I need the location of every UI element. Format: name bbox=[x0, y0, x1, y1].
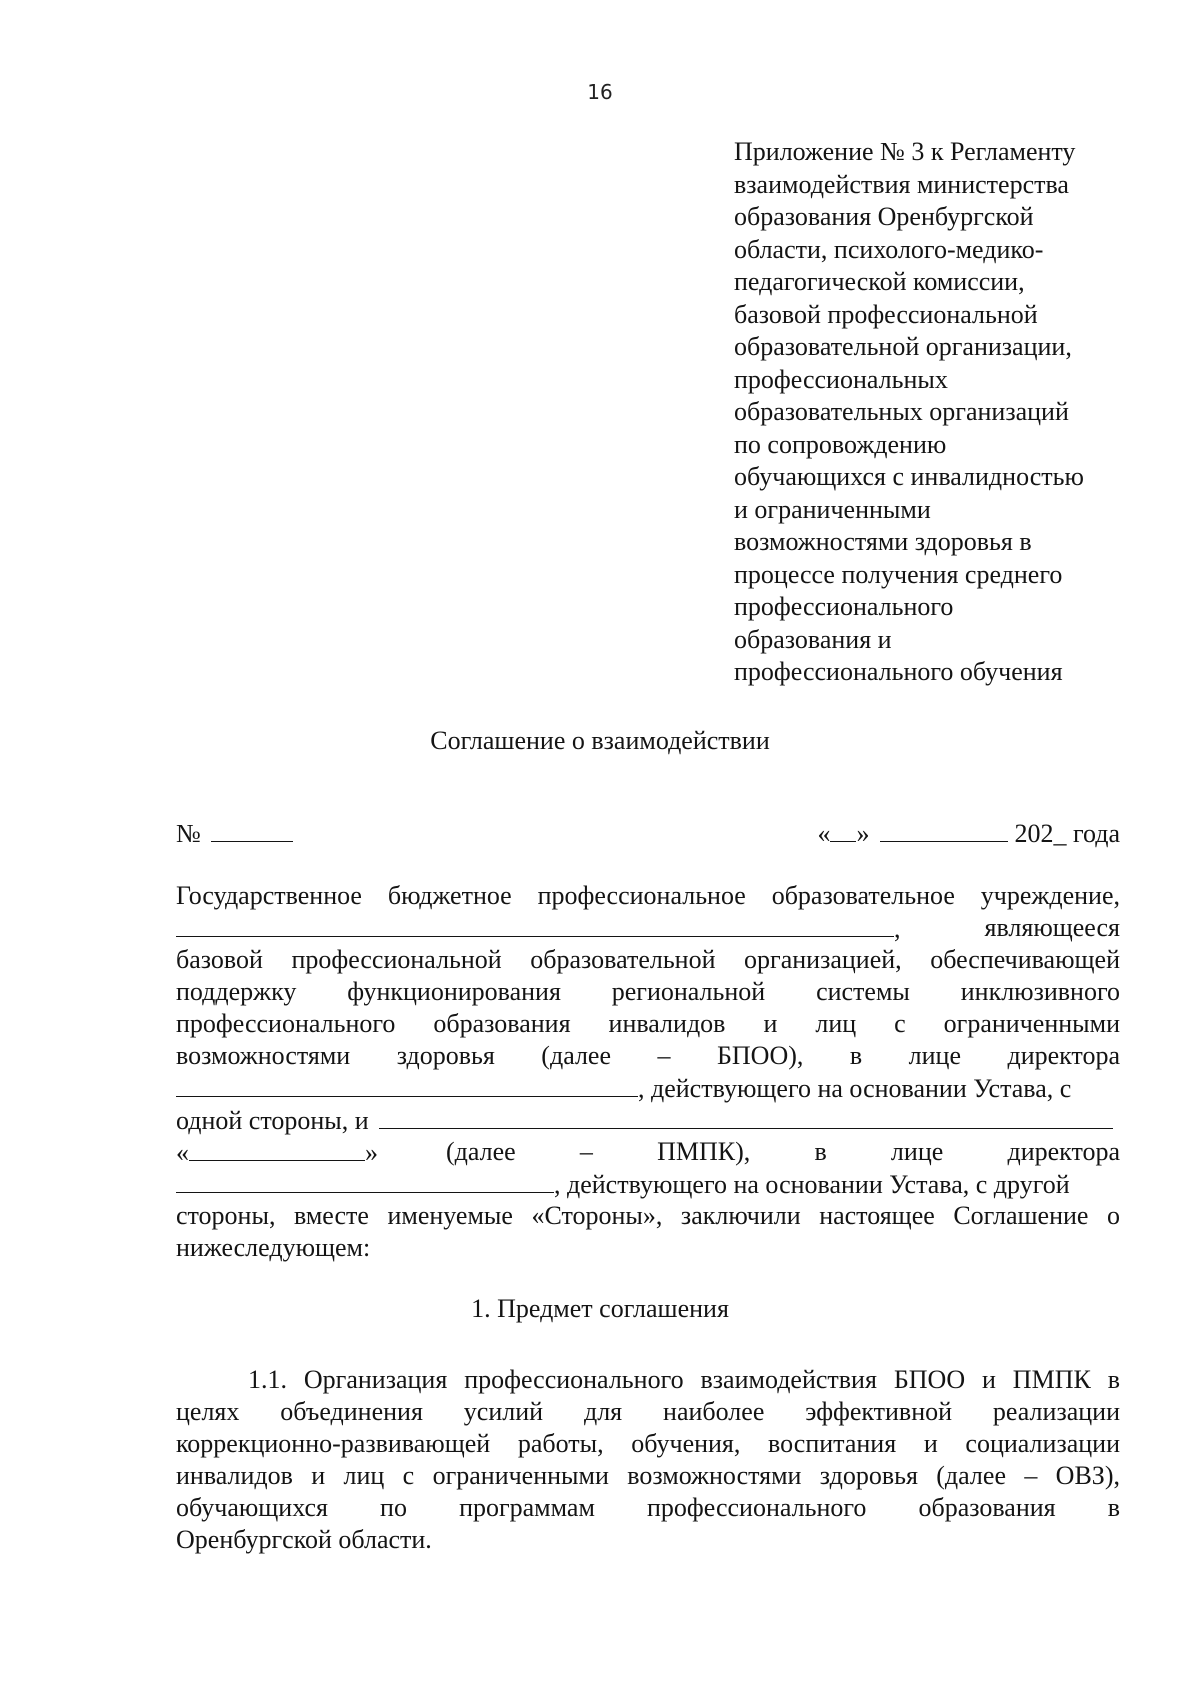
preamble-line-text: одной стороны, и bbox=[176, 1106, 369, 1135]
paragraph-line: обучающихся по программам профессионального образования в bbox=[176, 1493, 1120, 1522]
appendix-line: обучающихся с инвалидностью bbox=[734, 462, 1084, 491]
page-number: 16 bbox=[587, 80, 613, 104]
preamble-line: профессионального образования инвалидов и лиц с ограниченными bbox=[176, 1009, 1120, 1038]
preamble-line: стороны, вместе именуемые «Стороны», заключили настоящее Соглашение о bbox=[176, 1201, 1120, 1230]
appendix-line: и ограниченными bbox=[734, 494, 931, 524]
preamble-line: Государственное бюджетное профессиональное образовательное учреждение, bbox=[176, 881, 1120, 910]
appendix-line: возможностями здоровья в bbox=[734, 527, 1032, 556]
appendix-line: Приложение № 3 к Регламенту bbox=[734, 137, 1076, 166]
pmpk-short-name-blank[interactable] bbox=[189, 1136, 365, 1161]
pmpk-name-blank[interactable] bbox=[379, 1104, 1113, 1129]
appendix-line: педагогической комиссии, bbox=[734, 267, 1025, 296]
preamble-line bbox=[176, 1168, 1120, 1200]
date-open-quote: « bbox=[817, 819, 831, 848]
number-blank[interactable] bbox=[211, 817, 293, 842]
year-label: 202_ года bbox=[1014, 819, 1120, 848]
paragraph-line: Оренбургской области. bbox=[176, 1525, 432, 1554]
preamble-line: поддержку функционирования региональной системы инклюзивного bbox=[176, 977, 1120, 1006]
preamble-line: базовой профессиональной образовательной организацией, обеспечивающей bbox=[176, 945, 1120, 974]
organization-name-blank[interactable] bbox=[176, 912, 894, 937]
preamble-line-text: , действующего на основании Устава, с bbox=[638, 1074, 1072, 1103]
paragraph-line: инвалидов и лиц с ограниченными возможностями здоровья (далее – ОВЗ), bbox=[176, 1461, 1120, 1490]
preamble-line-text: (далее – ПМПК), в лице директора bbox=[446, 1137, 1120, 1166]
quote-open: « bbox=[176, 1138, 189, 1167]
appendix-line: профессионального обучения bbox=[734, 657, 1063, 686]
appendix-line: области, психолого-медико- bbox=[734, 234, 1044, 264]
appendix-heading bbox=[734, 136, 1134, 689]
number-date-line bbox=[176, 817, 1120, 849]
quote-close: » bbox=[365, 1138, 378, 1167]
pmpk-director-name-blank[interactable] bbox=[176, 1168, 554, 1193]
appendix-line: по сопровождению bbox=[734, 429, 947, 459]
appendix-line: процессе получения среднего bbox=[734, 559, 1063, 589]
preamble-line: возможностями здоровья (далее – БПОО), в лице директора bbox=[176, 1041, 1120, 1070]
paragraph-line: 1.1. Организация профессионального взаимодействия БПОО и ПМПК в bbox=[248, 1365, 1120, 1394]
appendix-line: базовой профессиональной bbox=[734, 299, 1038, 329]
date-block bbox=[817, 817, 1120, 850]
appendix-line: профессиональных bbox=[734, 364, 948, 394]
document-title: Соглашение о взаимодействии bbox=[430, 726, 770, 755]
appendix-line: образования Оренбургской bbox=[734, 202, 1034, 231]
date-close-quote: » bbox=[856, 819, 870, 848]
preamble-line-text: , действующего на основании Устава, с другой bbox=[554, 1170, 1070, 1199]
number-label: № bbox=[176, 819, 201, 848]
appendix-line: образования и bbox=[734, 624, 892, 654]
paragraph-line: коррекционно-развивающей работы, обучения, воспитания и социализации bbox=[176, 1429, 1120, 1458]
appendix-line: образовательной организации, bbox=[734, 332, 1072, 361]
month-blank[interactable] bbox=[880, 817, 1008, 842]
preamble-line bbox=[176, 1072, 1120, 1104]
appendix-line: профессионального bbox=[734, 592, 954, 621]
preamble-line bbox=[176, 1136, 1120, 1168]
paragraph-line: целях объединения усилий для наиболее эффективной реализации bbox=[176, 1397, 1120, 1426]
director-name-blank[interactable] bbox=[176, 1072, 638, 1097]
preamble-line: нижеследующем: bbox=[176, 1233, 371, 1262]
preamble-line bbox=[176, 1104, 1120, 1136]
appendix-line: образовательных организаций bbox=[734, 397, 1069, 426]
preamble-right-text: являющееся bbox=[984, 913, 1120, 942]
comma: , bbox=[894, 914, 901, 943]
preamble-line bbox=[176, 912, 1120, 944]
appendix-line: взаимодействия министерства bbox=[734, 169, 1069, 199]
day-blank[interactable] bbox=[830, 817, 856, 842]
section-heading: 1. Предмет соглашения bbox=[471, 1294, 729, 1323]
